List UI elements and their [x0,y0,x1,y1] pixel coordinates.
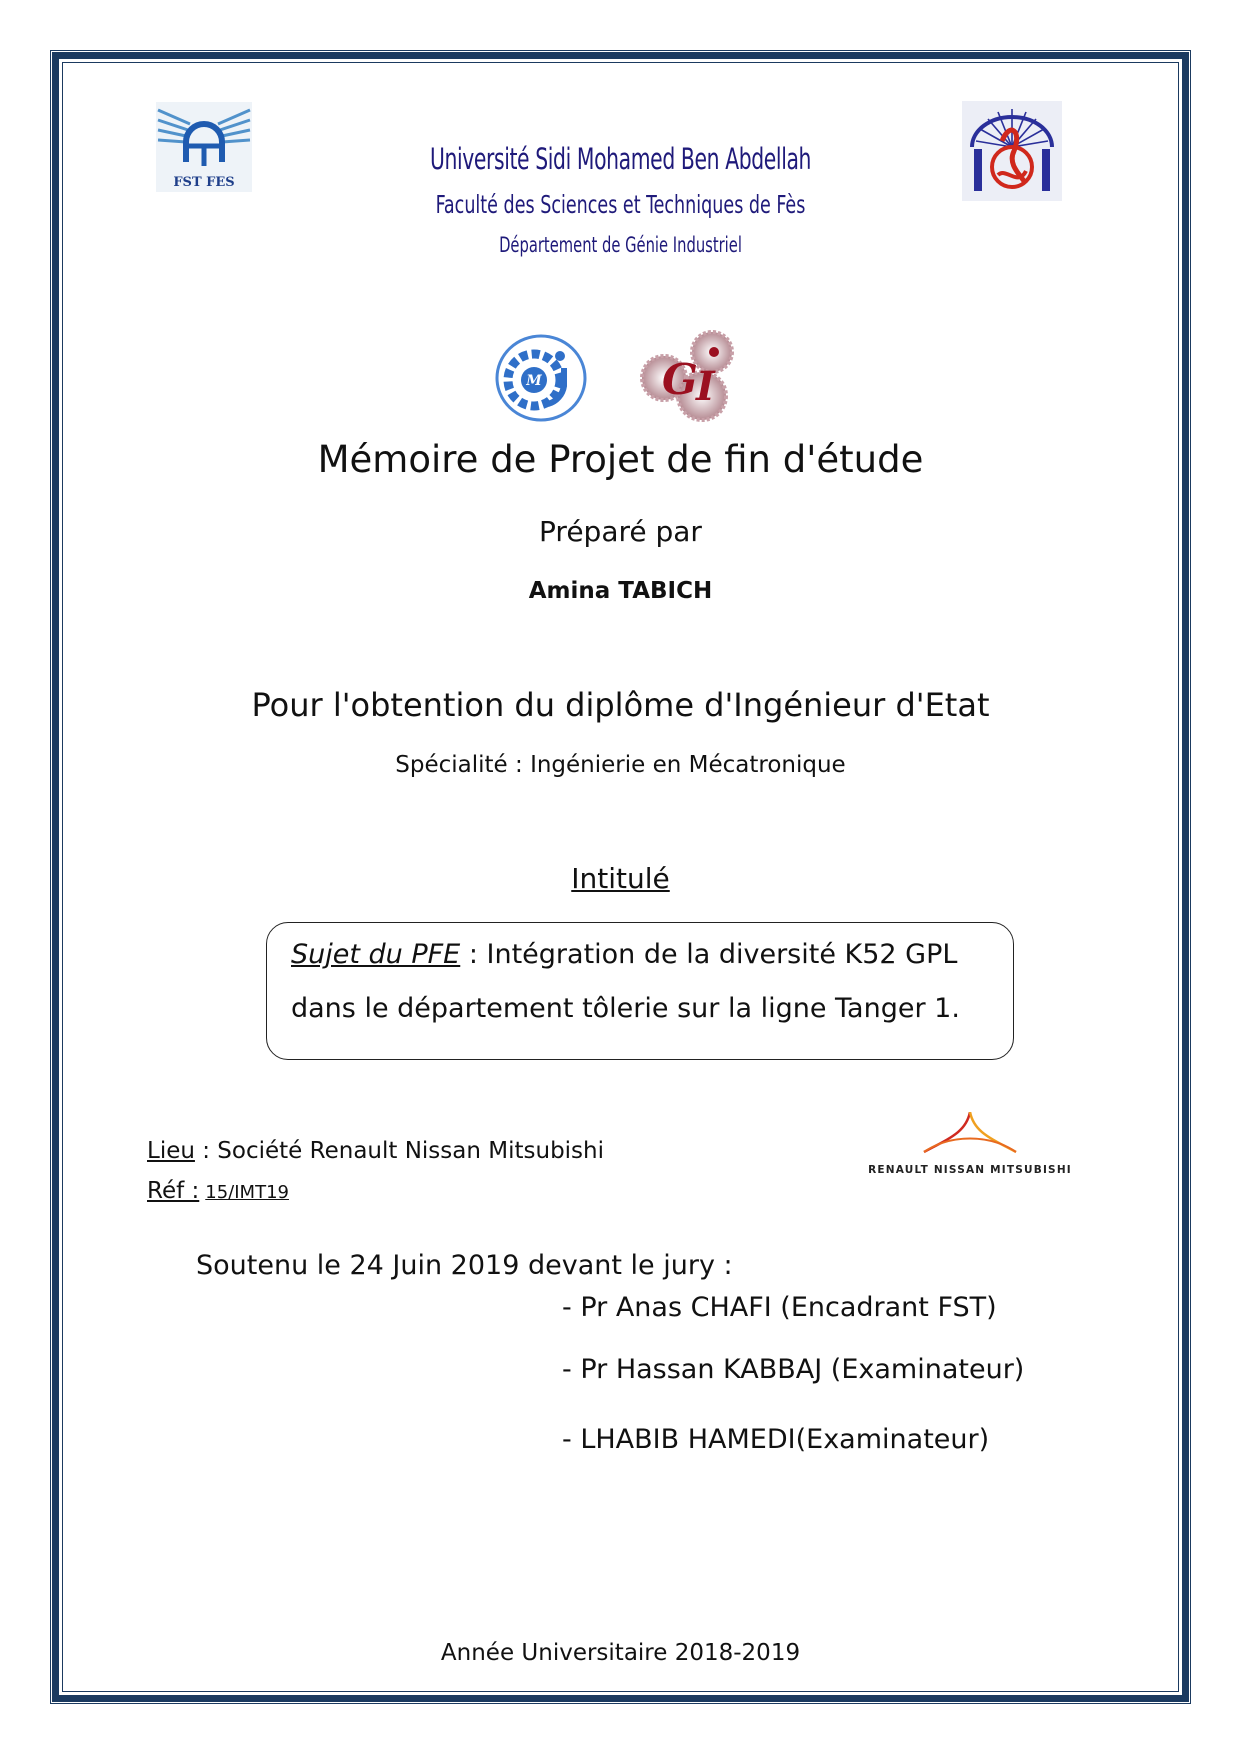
intitule-heading [0,862,1241,895]
svg-text:M: M [526,373,542,389]
intitule-label: Intitulé [571,862,670,895]
author-name: Amina TABICH [528,578,713,604]
mecatronique-logo [494,334,588,422]
jury-member: - Pr Hassan KABBAJ (Examinateur) [562,1354,1025,1385]
renault-nissan-mitsubishi-logo [860,1112,1080,1182]
ref-line [147,1178,289,1204]
usmba-emblem-logo [962,101,1062,201]
ref-value: 15/IMT19 [205,1182,289,1203]
subject-label: Sujet du PFE [291,939,461,970]
svg-text:I: I [696,363,715,410]
genie-industriel-logo [640,328,740,428]
university-name: Université Sidi Mohamed Ben Abdellah [429,142,812,176]
svg-text:FST FES: FST FES [173,175,235,190]
lieu-label: Lieu [147,1138,195,1164]
jury-member: - Pr Anas CHAFI (Encadrant FST) [562,1292,997,1323]
jury-member: - LHABIB HAMEDI(Examinateur) [562,1424,990,1455]
document-title: Mémoire de Projet de fin d'étude [317,438,924,481]
subject-line-1 [291,939,957,970]
lieu-value: : Société Renault Nissan Mitsubishi [194,1138,605,1164]
prepared-by-label: Préparé par [539,515,702,548]
svg-text:G: G [662,355,698,404]
diploma-text: Pour l'obtention du diplôme d'Ingénieur d'Etat [251,686,990,724]
department-name: Département de Génie Industriel [499,233,742,257]
ref-label: Réf : [147,1178,200,1204]
subject-line-2: dans le département tôlerie sur la ligne Tanger 1. [291,993,960,1024]
subject-box [266,922,1014,1060]
speciality-text: Spécialité : Ingénierie en Mécatronique [395,752,846,778]
company-logo-text: RENAULT NISSAN MITSUBISHI [868,1164,1072,1176]
subject-separator: : [460,939,487,970]
lieu-line [147,1138,604,1164]
academic-year: Année Universitaire 2018-2019 [440,1640,801,1666]
subject-text-1: Intégration de la diversité K52 GPL [486,939,958,970]
faculty-name: Faculté des Sciences et Techniques de Fès [435,190,806,219]
defense-date-text: Soutenu le 24 Juin 2019 devant le jury : [196,1250,733,1281]
